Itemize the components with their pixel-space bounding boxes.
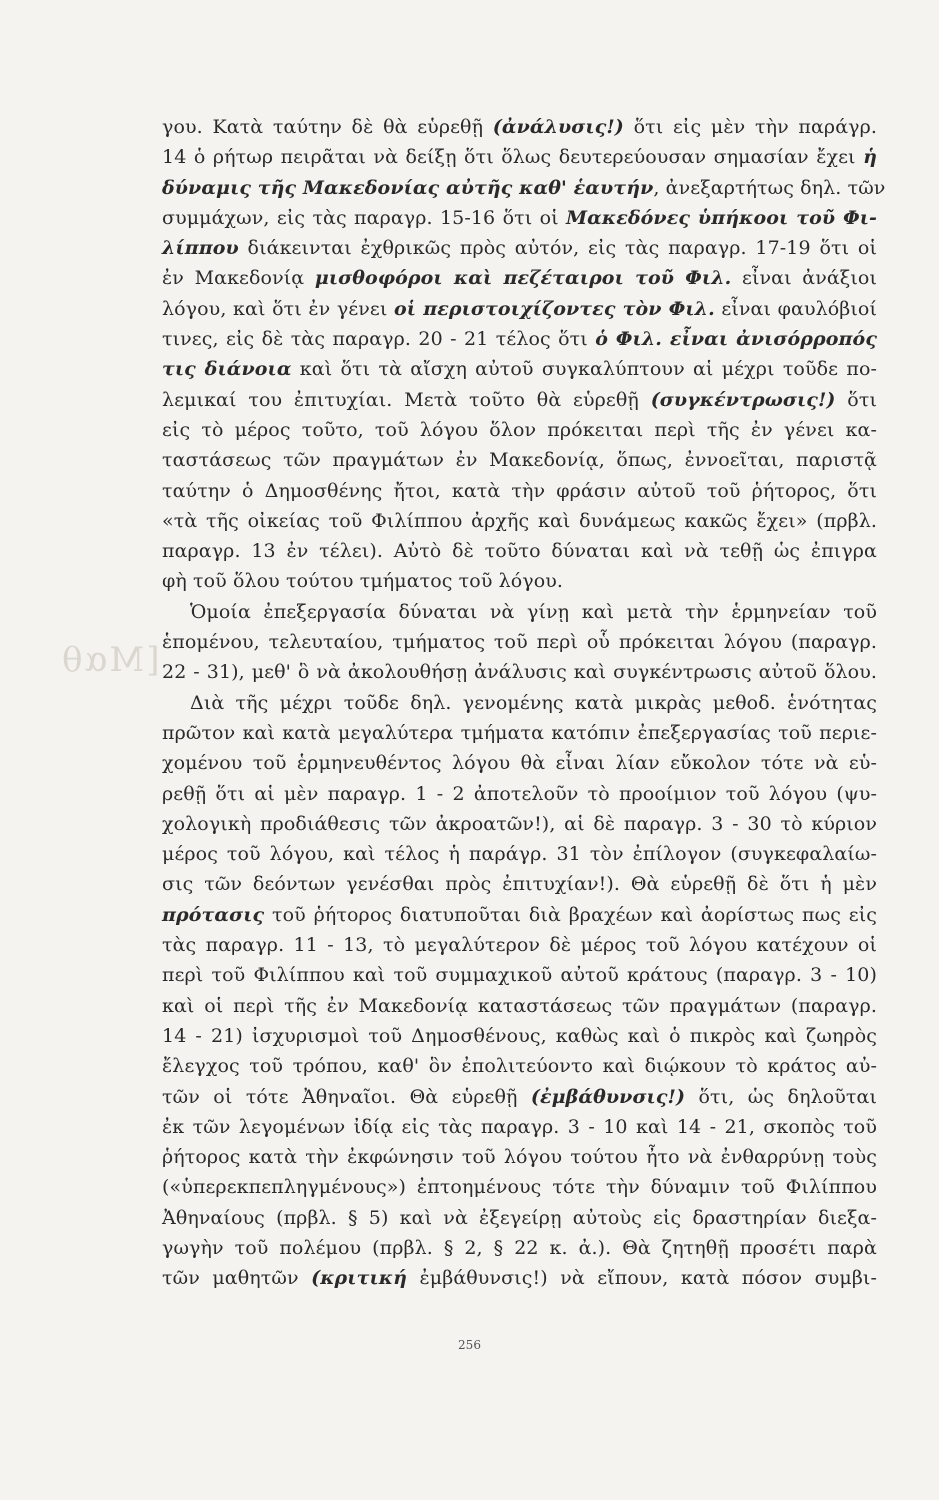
body-text: ὅτι: [835, 388, 877, 411]
text-line: [162, 869, 877, 899]
text-line: [162, 900, 877, 930]
body-text: ἔλεγχος τοῦ τρόπου, καθ' ὃν ἐπολιτεύοντο καὶ διῴκουν τὸ κράτος αὐ-: [162, 1055, 877, 1078]
bleed-through-text-left: [Μαθ: [60, 640, 160, 680]
emphasis-text: τις διάνοια: [162, 358, 292, 381]
text-line: [162, 839, 877, 869]
body-text: ἐμβάθυνσις!) νὰ εἴπουν, κατὰ πόσον συμβι-: [407, 1267, 877, 1290]
body-text: εἶναι φαυλόβιοί: [714, 297, 878, 320]
body-text: τοῦ ῥήτορος διατυποῦται διὰ βραχέων καὶ ἀορίστως πως εἰς: [264, 903, 877, 926]
emphasis-text: (ἀνάλυσις!): [492, 116, 624, 138]
text-line: [162, 809, 877, 839]
text-line: [162, 748, 877, 778]
emphasis-text: πρότασις: [162, 903, 265, 926]
text-line: [162, 415, 877, 445]
emphasis-text: μισθοφόροι καὶ πεζέταιροι τοῦ Φιλ.: [314, 267, 732, 290]
body-text: τὰς παραγρ. 11 - 13, τὸ μεγαλύτερον δὲ μέρος τοῦ λόγου κατέχουν οἱ: [162, 934, 877, 957]
body-text: ὅτι εἰς μὲν τὴν παράγρ.: [623, 116, 877, 138]
emphasis-text: ἡ: [863, 146, 877, 169]
text-line: [162, 566, 877, 596]
text-line: [162, 142, 877, 172]
text-line: [162, 688, 877, 718]
body-text: ἐκ τῶν λεγομένων ἰδίᾳ εἰς τὰς παραγρ. 3 - 10 καὶ 14 - 21, σκοπὸς τοῦ: [162, 1115, 877, 1138]
text-line: [162, 1082, 877, 1112]
text-line: [162, 385, 877, 415]
body-text: συμμάχων, εἰς τὰς παραγρ. 15-16 ὅτι οἱ: [162, 206, 567, 229]
body-text: λεμικαί του ἐπιτυχίαι. Μετὰ τοῦτο θὰ εὑρεθῇ: [162, 388, 651, 411]
body-text: διάκεινται ἐχθρικῶς πρὸς αὐτόν, εἰς τὰς παραγρ. 17-19 ὅτι οἱ: [238, 237, 877, 260]
emphasis-text: (ἐμβάθυνσις!): [530, 1085, 686, 1108]
text-line: [162, 1112, 877, 1142]
body-text: σις τῶν δεόντων γενέσθαι πρὸς ἐπιτυχίαν!). Θὰ εὑρεθῇ δὲ ὅτι ἡ μὲν: [162, 873, 877, 896]
text-line: [162, 263, 877, 293]
text-line: [162, 930, 877, 960]
body-text: παραγρ. 13 ἐν τέλει). Αὐτὸ δὲ τοῦτο δύναται καὶ νὰ τεθῇ ὡς ἐπιγρα: [162, 540, 877, 563]
emphasis-text: ὁ Φιλ. εἶναι ἀνισόρροπός: [595, 328, 877, 351]
text-line: [162, 1233, 877, 1263]
body-text: Ἀθηναίους (πρβλ. § 5) καὶ νὰ ἐξεγείρῃ αὐτοὺς εἰς δραστηρίαν διεξα-: [162, 1206, 877, 1229]
text-line: [162, 294, 877, 324]
emphasis-text: Μακεδόνες ὑπήκοοι τοῦ Φι-: [566, 206, 877, 229]
text-line: [162, 324, 877, 354]
text-line: [162, 203, 877, 233]
emphasis-text: (κριτική: [311, 1267, 408, 1290]
text-line: [162, 506, 877, 536]
body-text: ῥήτορος κατὰ τὴν ἐκφώνησιν τοῦ λόγου τούτου ἦτο νὰ ἐνθαρρύνῃ τοὺς: [162, 1146, 877, 1169]
text-line: [162, 173, 886, 203]
text-line: [162, 476, 877, 506]
body-text: ταστάσεως τῶν πραγμάτων ἐν Μακεδονίᾳ, ὅπως, ἐννοεῖται, παριστᾷ: [162, 449, 877, 472]
emphasis-text: δύναμις τῆς Μακεδονίας αὐτῆς καθ' ἑαυτήν: [162, 176, 654, 199]
body-text: τινες, εἰς δὲ τὰς παραγρ. 20 - 21 τέλος ὅτι: [162, 328, 596, 351]
text-line: [162, 1263, 877, 1293]
body-text: 14 - 21) ἰσχυρισμοὶ τοῦ Δημοσθένους, καθὼς καὶ ὁ πικρὸς καὶ ζωηρὸς: [162, 1024, 877, 1047]
text-line: [162, 657, 877, 687]
text-line: [162, 445, 877, 475]
emphasis-text: λίππου: [162, 237, 239, 260]
text-line: [162, 536, 877, 566]
body-text: φὴ τοῦ ὅλου τούτου τμήματος τοῦ λόγου.: [162, 570, 564, 593]
text-line: [162, 233, 877, 263]
body-text: ρεθῇ ὅτι αἱ μὲν παραγρ. 1 - 2 ἀποτελοῦν τὸ προοίμιον τοῦ λόγου (ψυ-: [162, 782, 877, 805]
body-text: τῶν μαθητῶν: [162, 1267, 312, 1290]
body-text: περὶ τοῦ Φιλίππου καὶ τοῦ συμμαχικοῦ αὐτοῦ κράτους (παραγρ. 3 - 10): [162, 964, 877, 987]
body-text: λόγου, καὶ ὅτι ἐν γένει: [162, 297, 395, 320]
body-text: καὶ οἱ περὶ τῆς ἐν Μακεδονίᾳ καταστάσεως τῶν πραγμάτων (παραγρ.: [162, 994, 877, 1017]
text-block: [162, 112, 886, 1294]
emphasis-text: οἱ περιστοιχίζοντες τὸν Φιλ.: [394, 297, 715, 320]
text-line: [162, 1021, 877, 1051]
body-text: Ὁμοία ἐπεξεργασία δύναται νὰ γίνῃ καὶ μετὰ τὴν ἑρμηνείαν τοῦ: [190, 600, 877, 623]
text-line: [162, 354, 877, 384]
body-text: καὶ ὅτι τὰ αἴσχη αὐτοῦ συγκαλύπτουν αἱ μέχρι τοῦδε πο-: [291, 358, 878, 381]
body-text: «τὰ τῆς οἰκείας τοῦ Φιλίππου ἀρχῆς καὶ δυνάμεως κακῶς ἔχει» (πρβλ.: [162, 509, 877, 532]
body-text: 14 ὁ ρήτωρ πειρᾶται νὰ δείξῃ ὅτι ὅλως δευτερεύουσαν σημασίαν ἔχει: [162, 146, 864, 169]
body-text: μέρος τοῦ λόγου, καὶ τέλος ἡ παράγρ. 31 τὸν ἐπίλογον (συγκεφαλαίω-: [162, 843, 877, 866]
text-line: [162, 627, 877, 657]
body-text: γωγὴν τοῦ πολέμου (πρβλ. § 2, § 22 κ. ἀ.). Θὰ ζητηθῇ προσέτι παρὰ: [162, 1236, 877, 1259]
text-line: [162, 1172, 877, 1202]
text-line: [162, 718, 877, 748]
body-text: πρῶτον καὶ κατὰ μεγαλύτερα τμήματα κατόπιν ἐπεξεργασίας τοῦ περιε-: [162, 721, 877, 744]
page-number: 256: [458, 1338, 481, 1352]
body-text: («ὑπερεκπεπληγμένους») ἐπτοημένους τότε τὴν δύναμιν τοῦ Φιλίππου: [162, 1176, 877, 1199]
body-text: χομένου τοῦ ἑρμηνευθέντος λόγου θὰ εἶναι λίαν εὔκολον τότε νὰ εὑ-: [162, 752, 877, 775]
text-line: [162, 1051, 877, 1081]
body-text: εἶναι ἀνάξιοι: [731, 267, 878, 290]
text-line: [162, 779, 877, 809]
body-text: 22 - 31), μεθ' ὃ νὰ ἀκολουθήσῃ ἀνάλυσις καὶ συγκέντρωσις αὐτοῦ ὅλου.: [162, 661, 877, 684]
body-text: τῶν οἱ τότε Ἀθηναῖοι. Θὰ εὑρεθῇ: [162, 1085, 531, 1108]
body-text: χολογικὴ προδιάθεσις τῶν ἀκροατῶν!), αἱ δὲ παραγρ. 3 - 30 τὸ κύριον: [162, 812, 877, 835]
emphasis-text: (συγκέντρωσις!): [650, 388, 836, 411]
body-text: ὅτι, ὡς δηλοῦται: [685, 1085, 877, 1108]
body-text: ἐν Μακεδονίᾳ: [162, 267, 315, 290]
body-text: γου. Κατὰ ταύτην δὲ θὰ εὑρεθῇ: [162, 116, 493, 138]
text-line: [162, 597, 877, 627]
text-line: [162, 112, 877, 142]
body-text: ἑπομένου, τελευταίου, τμήματος τοῦ περὶ οὗ πρόκειται λόγου (παραγρ.: [162, 631, 877, 654]
body-text: ταύτην ὁ Δημοσθένης ἤτοι, κατὰ τὴν φράσιν αὐτοῦ τοῦ ῥήτορος, ὅτι: [162, 479, 877, 502]
body-text: Διὰ τῆς μέχρι τοῦδε δηλ. γενομένης κατὰ μικρὰς μεθοδ. ἑνότητας: [190, 691, 877, 714]
text-line: [162, 1203, 877, 1233]
body-text: εἰς τὸ μέρος τοῦτο, τοῦ λόγου ὅλον πρόκειται περὶ τῆς ἐν γένει κα-: [162, 418, 877, 441]
text-line: [162, 1142, 877, 1172]
text-line: [162, 960, 877, 990]
body-text: , ἀνεξαρτήτως δηλ. τῶν: [653, 176, 886, 199]
text-line: [162, 991, 877, 1021]
